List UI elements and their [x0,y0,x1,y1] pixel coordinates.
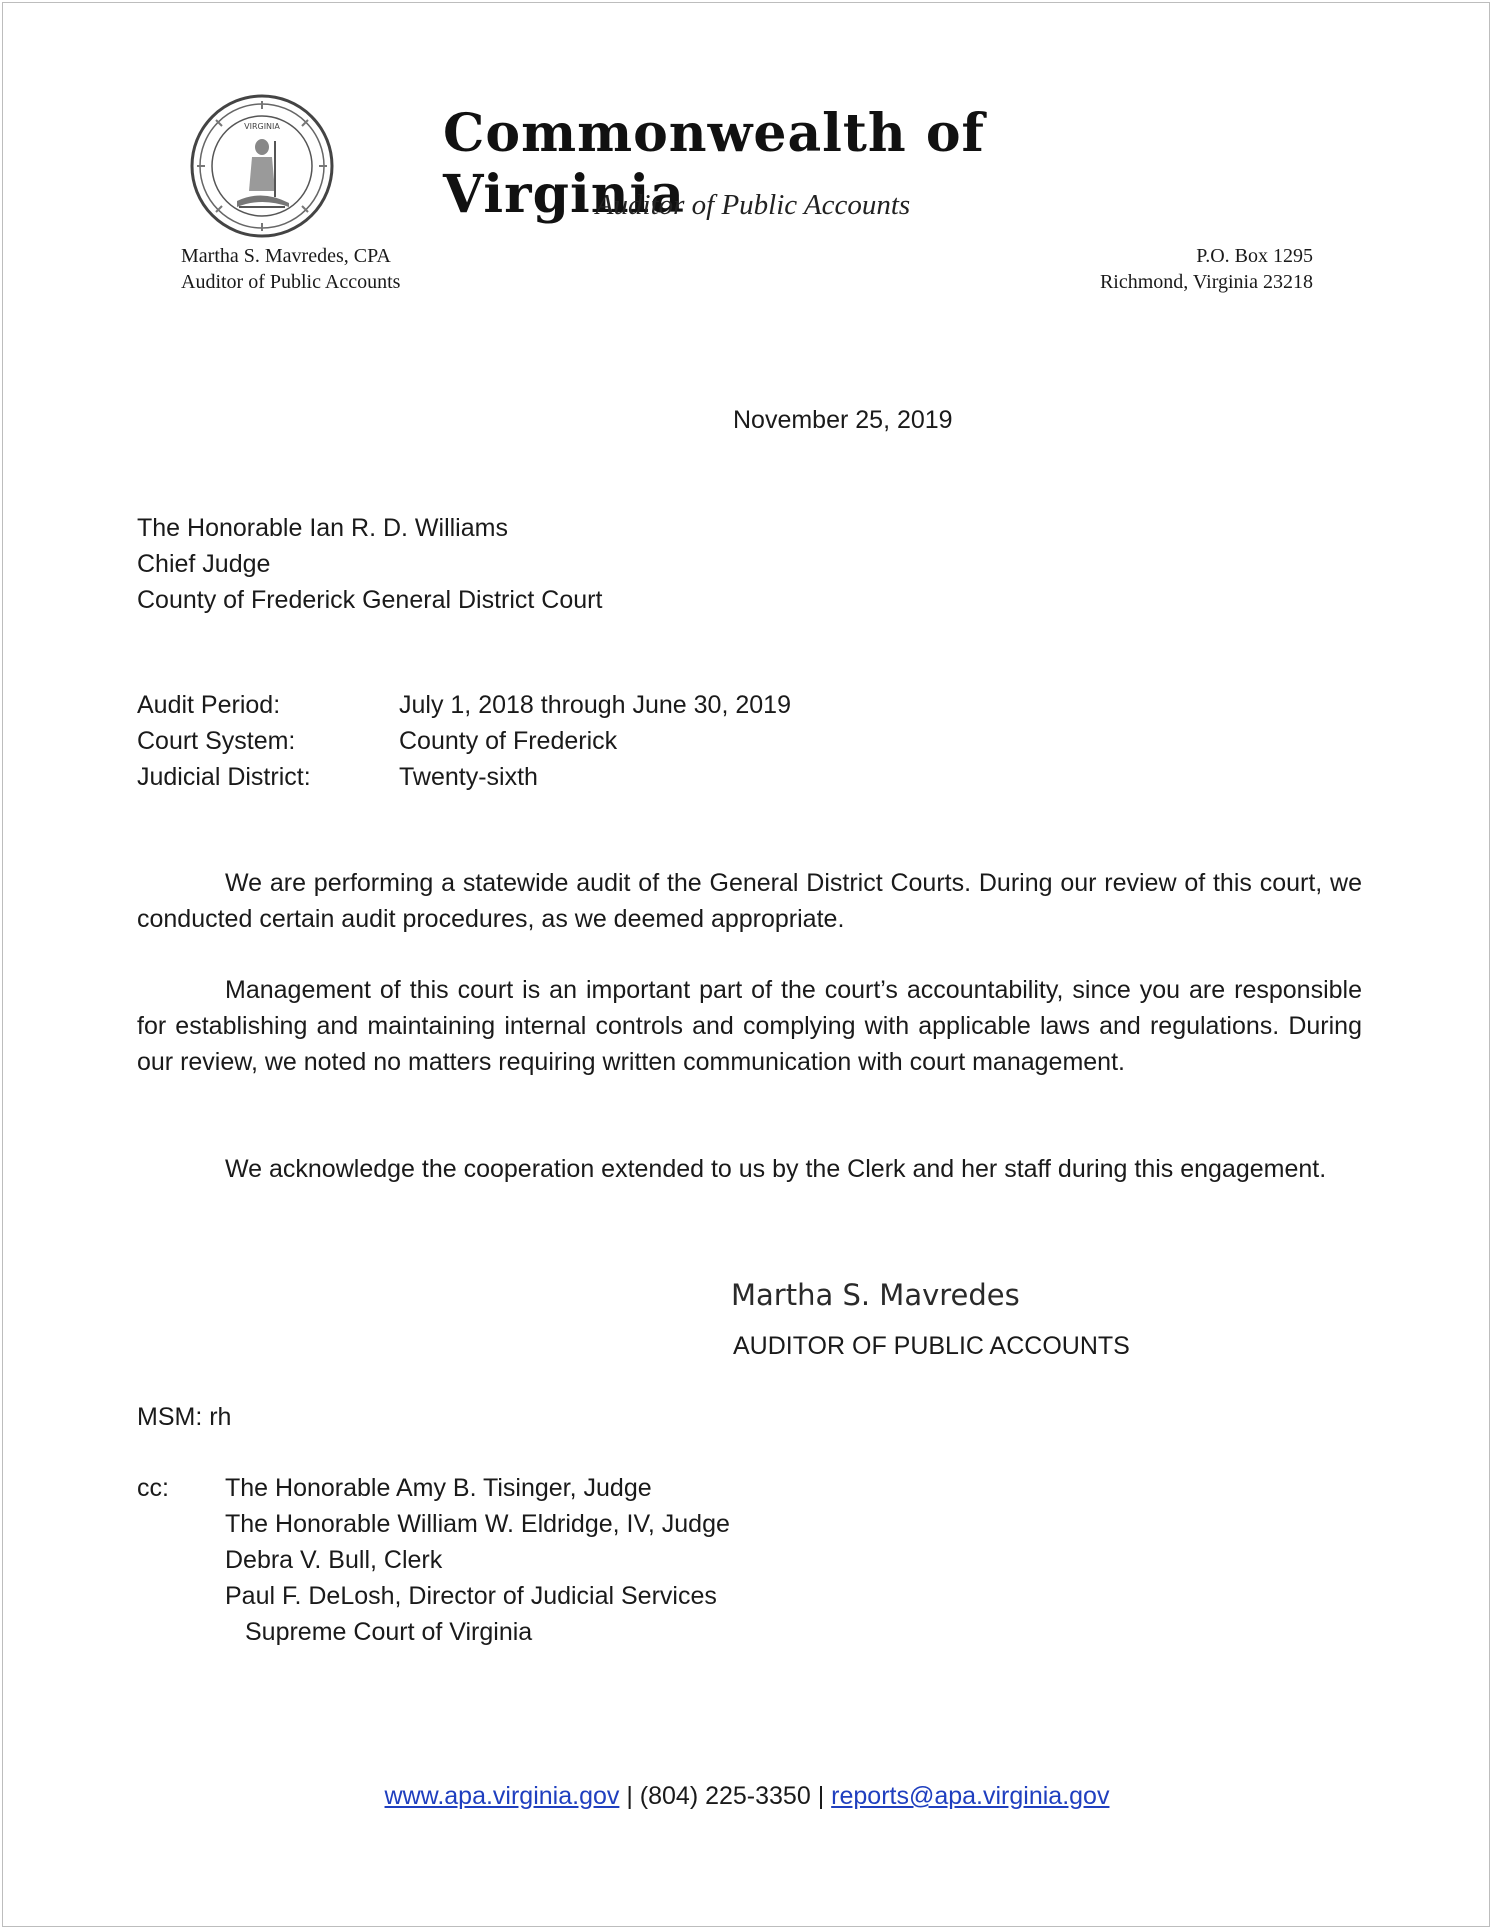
recipient-title: Chief Judge [137,550,271,578]
footer [3,1778,1491,1814]
audit-info-value: July 1, 2018 through June 30, 2019 [399,691,791,719]
cc-recipient: Supreme Court of Virginia [245,1618,533,1646]
audit-info-row [137,723,1037,759]
audit-info-value: County of Frederick [399,727,618,755]
signature: Martha S. Mavredes [731,1278,1020,1312]
footer-separator: | [817,1782,825,1810]
letterhead-auditor-block [181,243,400,295]
cc-recipient: The Honorable Amy B. Tisinger, Judge [225,1474,652,1502]
cc-list [225,1470,730,1650]
recipient-court: County of Frederick General District Court [137,586,603,614]
recipient-name: The Honorable Ian R. D. Williams [137,514,508,542]
letterhead-address-block [1100,243,1313,295]
website-link[interactable]: www.apa.virginia.gov [384,1782,620,1810]
audit-info-row [137,759,1037,795]
recipient-address [137,510,602,618]
body-paragraph: Management of this court is an important part of the court’s accountability, since you are responsible for establishing and maintaining internal controls and complying with applicable laws and regulations. During our review, we noted no matters requiring written communication with court management. [137,976,1362,1076]
phone-number: (804) 225-3350 [639,1782,811,1810]
audit-info-value: Twenty-sixth [399,763,538,791]
cc-label: cc: [137,1474,169,1502]
auditor-name: Martha S. Mavredes, CPA [181,245,391,267]
svg-text:VIRGINIA: VIRGINIA [244,122,280,131]
audit-info-row [137,687,1037,723]
letterhead-title: Commonwealth of Virginia [443,103,985,225]
audit-info-label: Audit Period: [137,691,281,719]
audit-info-label: Judicial District: [137,763,311,791]
po-box: P.O. Box 1295 [1196,245,1313,267]
email-link[interactable]: reports@apa.virginia.gov [831,1782,1110,1810]
cc-recipient: Debra V. Bull, Clerk [225,1546,443,1574]
footer-separator: | [626,1782,633,1810]
letter-date: November 25, 2019 [733,406,953,434]
audit-info-label: Court System: [137,727,296,755]
auditor-office: Auditor of Public Accounts [181,271,401,293]
reference-initials: MSM: rh [137,1403,232,1431]
letter-page [2,2,1490,1927]
body-paragraph: We acknowledge the cooperation extended to us by the Clerk and her staff during this engagement. [225,1155,1327,1183]
cc-recipient: The Honorable William W. Eldridge, IV, Judge [225,1510,730,1538]
cc-recipient: Paul F. DeLosh, Director of Judicial Services [225,1582,717,1610]
body-paragraph: We are performing a statewide audit of the General District Courts. During our review of this court, we conducted certain audit procedures, as we deemed appropriate. [137,869,1362,933]
letterhead-subtitle: Auditor of Public Accounts [595,189,911,221]
signature-title: AUDITOR OF PUBLIC ACCOUNTS [733,1332,1130,1360]
virginia-seal-icon [189,93,335,239]
audit-info [137,687,1037,795]
city-state-zip: Richmond, Virginia 23218 [1099,271,1313,293]
